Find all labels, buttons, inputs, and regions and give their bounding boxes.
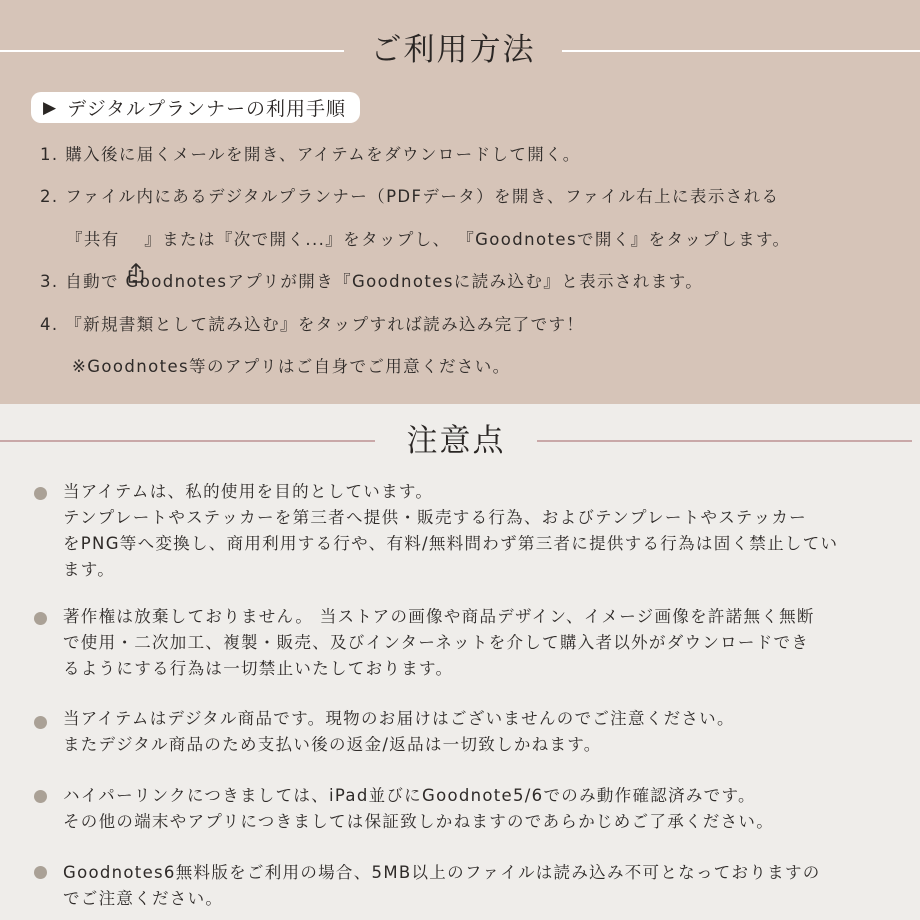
- title-rule-right: [562, 50, 920, 52]
- step-3: 3. 自動で Goodnotesアプリが開き『Goodnotesに読み込む』と表示されます。: [40, 272, 704, 291]
- note-line: るようにする行為は一切禁止いたしております。: [63, 659, 454, 678]
- note-line: 著作権は放棄しておりません。 当ストアの画像や商品デザイン、イメージ画像を許諾無く無断: [63, 607, 815, 626]
- notes-rule-left: [0, 440, 375, 442]
- note-line: またデジタル商品のため支払い後の返金/返品は一切致しかねます。: [63, 735, 602, 754]
- note-line: Goodnotes6無料版をご利用の場合、5MB以上のファイルは読み込み不可となっておりますの: [63, 863, 821, 882]
- note-line: でご注意ください。: [63, 889, 224, 908]
- note-text: [63, 860, 893, 912]
- note-text: [63, 706, 893, 758]
- notes-title: 注意点: [406, 423, 506, 459]
- usage-title-row: [0, 20, 920, 80]
- note-line: 当アイテムはデジタル商品です。現物のお届けはございませんのでご注意ください。: [63, 709, 735, 728]
- note-line: 当アイテムは、私的使用を目的としています。: [63, 482, 434, 501]
- play-triangle-icon: ▶: [43, 97, 58, 118]
- bullet-dot: [34, 716, 47, 729]
- step-4: 4. 『新規書類として読み込む』をタップすれば読み込み完了です！: [40, 315, 585, 334]
- bullet-dot: [34, 487, 47, 500]
- bullet-dot: [34, 612, 47, 625]
- bullet-dot: [34, 866, 47, 879]
- app-note: ※Goodnotes等のアプリはご自身でご用意ください。: [72, 357, 511, 376]
- steps-heading-label: デジタルプランナーの利用手順: [67, 98, 346, 120]
- note-text: [63, 604, 893, 682]
- bullet-dot: [34, 790, 47, 803]
- step-2: 2. ファイル内にあるデジタルプランナー（PDFデータ）を開き、ファイル右上に表示される: [40, 187, 780, 206]
- notes-rule-right: [537, 440, 912, 442]
- note-line: その他の端末やアプリにつきましては保証致しかねますのであらかじめご了承ください。: [63, 812, 775, 831]
- steps-heading: [31, 92, 360, 123]
- share-icon: [126, 262, 146, 284]
- note-line: で使用・二次加工、複製・販売、及びインターネットを介して購入者以外がダウンロードでき: [63, 633, 810, 652]
- note-text: [63, 479, 893, 583]
- usage-title: ご利用方法: [370, 32, 536, 68]
- note-line: ます。: [63, 560, 116, 579]
- note-line: をPNG等へ変換し、商用利用する行や、有料/無料問わず第三者に提供する行為は固く禁止してい: [63, 534, 839, 553]
- title-rule-left: [0, 50, 344, 52]
- step-1: 1. 購入後に届くメールを開き、アイテムをダウンロードして開く。: [40, 145, 581, 164]
- note-text: [63, 783, 893, 835]
- step-2-continued: 『共有 』または『次で開く...』をタップし、 『Goodnotesで開く』をタップします。: [66, 230, 791, 249]
- notes-title-row: [0, 411, 920, 471]
- usage-section: [0, 0, 920, 404]
- note-line: テンプレートやステッカーを第三者へ提供・販売する行為、およびテンプレートやステッカー: [63, 508, 807, 527]
- note-line: ハイパーリンクにつきましては、iPad並びにGoodnote5/6でのみ動作確認済みです。: [63, 786, 756, 805]
